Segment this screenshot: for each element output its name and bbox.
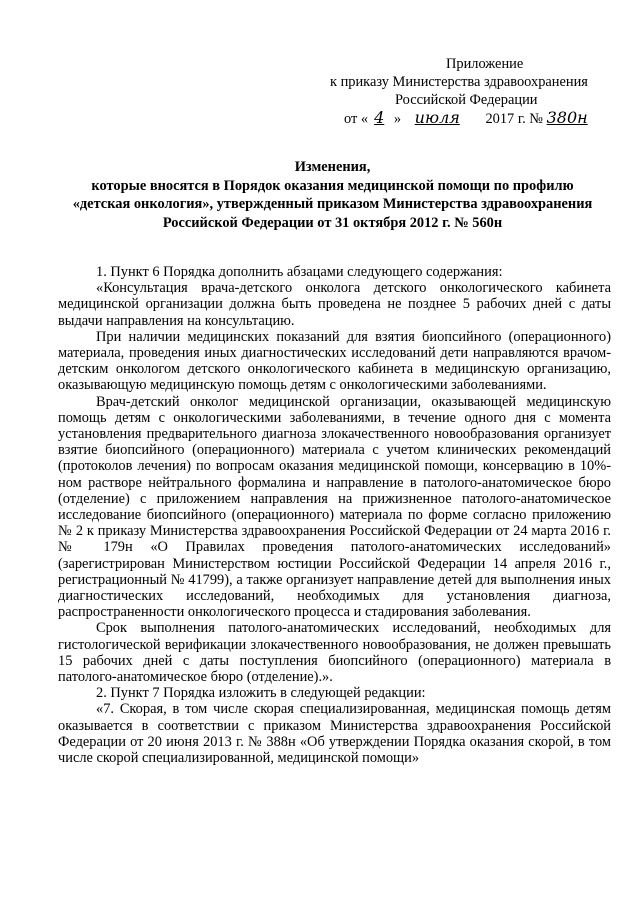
annex-order-ref: к приказу Министерства здравоохранения — [330, 74, 588, 90]
title-line-3: «детская онкология», утвержденный приказом Министерства здравоохранения — [72, 196, 593, 212]
annex-country: Российской Федерации — [395, 92, 538, 108]
handwritten-day: 4 — [374, 108, 385, 127]
handwritten-number: 380н — [546, 108, 588, 127]
annex-date-line — [330, 109, 620, 128]
annex-label: Приложение — [446, 56, 524, 72]
paragraph-7: «7. Скорая, в том числе скорая специализированная, медицинская помощь детям оказывается в соответствии с приказом Министерства здравоохранения Российской Федерации от 20 июня 2013 г. № 388н «Об утверждении Порядка оказания скорой, в том числе скорой специализированной, медицинской помощи» — [58, 701, 611, 767]
document-title — [55, 158, 610, 232]
handwritten-month: июля — [414, 108, 460, 127]
paragraph-5: Срок выполнения патолого-анатомических исследований, необходимых для гистологической верификации злокачественного новообразования, не должен превышать 15 рабочих дней с даты поступления биопсийного (операционного) материала в патолого-анатомическое бюро (отделение).». — [58, 620, 611, 686]
title-line-4: Российской Федерации от 31 октября 2012 г. № 560н — [162, 214, 503, 231]
document-body — [58, 264, 611, 766]
annex-header — [330, 55, 620, 128]
date-mid: » — [390, 111, 405, 127]
paragraph-4: Врач-детский онколог медицинской организации, оказывающей медицинскую помощь детям с онкологическими заболеваниями, в течение одного дня с момента установления предварительного диагноза злокачественного новообразования организует взятие биопсийного (операционного) материала с учетом клинических рекомендаций (протоколов лечения) по вопросам оказания медицинской помощи, консервацию в 10%-ном растворе нейтрального формалина и направление в патолого-анатомическое бюро (отделение) с приложением направления на прижизненное патолого-анатомическое исследование биопсийного (операционного) материала по форме согласно приложению № 2 к приказу Министерства здравоохранения Российской Федерации от 24 марта 2016 г. № 179н «О Правилах проведения патолого-анатомических исследований» (зарегистрирован Министерством юстиции Российской Федерации 14 апреля 2016 г., регистрационный № 41799), а также организует направление детей для выполнения иных диагностических исследований, необходимых для установления диагноза, распространенности онкологического процесса и стадирования заболевания. — [58, 393, 611, 621]
paragraph-3: При наличии медицинских показаний для взятия биопсийного (операционного) материала, проведения иных диагностических исследований дети направляются врачом-детским онкологом детского онкологического кабинета в медицинскую организацию, оказывающую медицинскую помощь детям с онкологическими заболеваниями. — [58, 328, 611, 394]
date-year: 2017 г. № — [481, 111, 547, 127]
date-prefix: от « — [344, 111, 369, 127]
title-line-1: Изменения, — [294, 159, 371, 175]
paragraph-1: 1. Пункт 6 Порядка дополнить абзацами следующего содержания: — [96, 264, 503, 280]
title-line-2: которые вносятся в Порядок оказания медицинской помощи по профилю — [91, 177, 574, 194]
paragraph-2: «Консультация врача-детского онколога детского онкологического кабинета медицинской организации должна быть проведена не позднее 5 рабочих дней с даты выдачи направления на консультацию. — [58, 280, 611, 329]
paragraph-6: 2. Пункт 7 Порядка изложить в следующей редакции: — [96, 685, 426, 702]
